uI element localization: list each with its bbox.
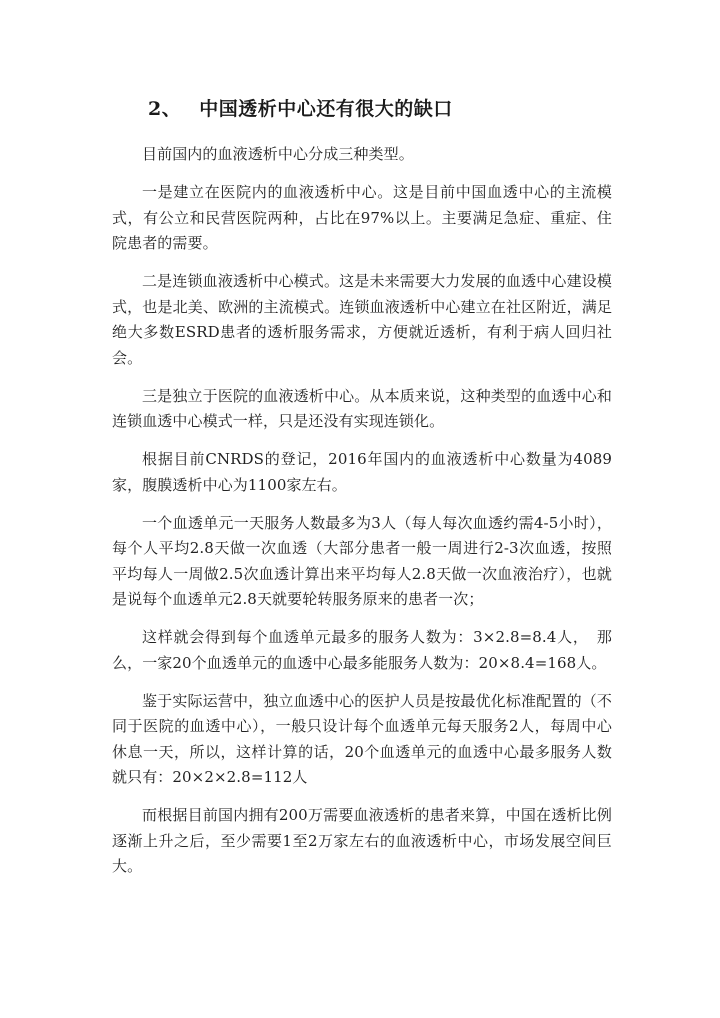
paragraph-cnrds-stats: 根据目前CNRDS的登记，2016年国内的血液透析中心数量为4089家，腹膜透析中心为1100家左右。: [112, 450, 612, 494]
paragraph-intro: 目前国内的血液透析中心分成三种类型。: [142, 145, 414, 163]
paragraph-type-independent: 三是独立于医院的血液透析中心。从本质来说，这种类型的血透中心和连锁血透中心模式一样，只是还没有实现连锁化。: [112, 386, 612, 430]
body-text: [112, 142, 612, 892]
section-number: 2、: [148, 98, 182, 120]
paragraph-type-hospital: 一是建立在医院内的血液透析中心。这是目前中国血透中心的主流模式，有公立和民营医院两种，占比在97%以上。主要满足急症、重症、住院患者的需要。: [112, 183, 612, 252]
section-heading: [148, 94, 453, 121]
paragraph-actual-operation: 鉴于实际运营中，独立血透中心的医护人员是按最优化标准配置的（不同于医院的血透中心），一般只设计每个血透单元每天服务2人，每周中心休息一天，所以，这样计算的话，20个血透单元的血透中心最多服务人数就只有：20×2×2.8=112人: [112, 691, 612, 786]
paragraph-unit-capacity: 一个血透单元一天服务人数最多为3人（每人每次血透约需4-5小时），每个人平均2.8天做一次血透（大部分患者一般一周进行2-3次血透，按照平均每人一周做2.5次血透计算出来平均每人2.8天做一次血液治疗），也就是说每个血透单元2.8天就要轮转服务原来的患者一次；: [112, 513, 612, 608]
paragraph-max-service: 这样就会得到每个血透单元最多的服务人数为：3×2.8=8.4人， 那么，一家20个血透单元的血透中心最多能服务人数为：20×8.4=168人。: [112, 628, 612, 672]
paragraph-market-gap: 而根据目前国内拥有200万需要血液透析的患者来算，中国在透析比例逐渐上升之后，至少需要1至2万家左右的血液透析中心，市场发展空间巨大。: [112, 806, 612, 875]
paragraph-type-chain: 二是连锁血液透析中心模式。这是未来需要大力发展的血透中心建设模式，也是北美、欧洲的主流模式。连锁血液透析中心建立在社区附近，满足绝大多数ESRD患者的透析服务需求，方便就近透析，有利于病人回归社会。: [112, 272, 612, 367]
section-title: 中国透析中心还有很大的缺口: [199, 98, 453, 120]
